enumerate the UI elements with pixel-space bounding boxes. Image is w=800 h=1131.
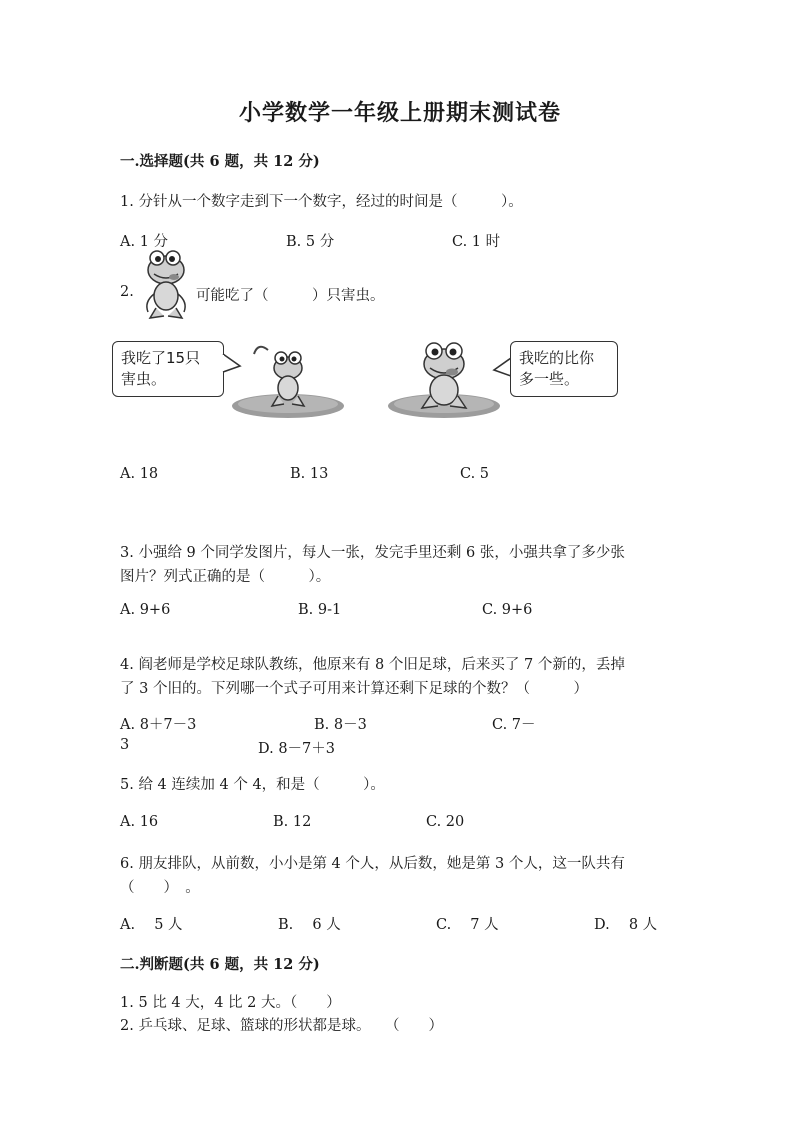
question-6-line1: 6. 朋友排队，从前数，小小是第 4 个人，从后数，她是第 3 个人，这一队共有 <box>120 856 625 872</box>
option-4c: C. 7－ <box>492 717 536 733</box>
option-4d: D. 8－7＋3 <box>258 741 336 757</box>
option-6d: D. 8 人 <box>594 917 658 933</box>
question-3-line2: 图片？列式正确的是（ ）。 <box>120 569 331 585</box>
question-5: 5. 给 4 连续加 4 个 4，和是（ ）。 <box>120 777 385 793</box>
question-1: 1. 分针从一个数字走到下一个数字，经过的时间是（ ）。 <box>120 194 523 210</box>
question-2-text: 可能吃了（ ）只害虫。 <box>196 288 385 304</box>
option-2c: C. 5 <box>460 466 490 482</box>
option-3c: C. 9+6 <box>482 602 533 618</box>
section-heading-judgement: 二.判断题(共 6 题，共 12 分) <box>120 956 320 973</box>
option-2b: B. 13 <box>290 466 329 482</box>
question-4-line2: 了 3 个旧的。下列哪一个式子可用来计算还剩下足球的个数？（ ） <box>120 681 588 697</box>
judgement-2: 2. 乒乓球、足球、篮球的形状都是球。 （ ） <box>120 1018 443 1034</box>
option-6c: C. 7 人 <box>436 917 499 933</box>
option-3b: B. 9-1 <box>298 602 342 618</box>
option-5a: A. 16 <box>120 814 159 830</box>
question-6-line2: （ ） 。 <box>120 880 200 896</box>
option-5c: C. 20 <box>426 814 465 830</box>
question-2-number: 2. <box>120 284 134 300</box>
option-4a: A. 8＋7－3 <box>120 717 197 733</box>
option-4c-continued: 3 <box>120 737 130 753</box>
bubble-right-line1: 我吃的比你 <box>519 349 595 367</box>
section-heading-choice: 一.选择题(共 6 题，共 12 分) <box>120 153 320 170</box>
option-2a: A. 18 <box>120 466 159 482</box>
bubble-right-line2: 多一些。 <box>519 370 580 388</box>
judgement-1: 1. 5 比 4 大，4 比 2 大。（ ） <box>120 995 341 1011</box>
frog-small-icon <box>138 248 194 320</box>
bubble-right-tail <box>490 352 512 382</box>
frog-left-icon <box>228 340 346 420</box>
option-4b: B. 8－3 <box>314 717 367 733</box>
option-6b: B. 6 人 <box>278 917 341 933</box>
speech-bubble-right <box>510 341 618 397</box>
question-3-line1: 3. 小强给 9 个同学发图片，每人一张，发完手里还剩 6 张，小强共拿了多少张 <box>120 545 625 561</box>
question-4-line1: 4. 阎老师是学校足球队教练，他原来有 8 个旧足球，后来买了 7 个新的，丢掉 <box>120 657 625 673</box>
option-5b: B. 12 <box>273 814 312 830</box>
option-1c: C. 1 时 <box>452 234 501 250</box>
option-3a: A. 9+6 <box>120 602 171 618</box>
speech-bubble-left <box>112 341 224 397</box>
page-title: 小学数学一年级上册期末测试卷 <box>238 100 561 126</box>
option-1b: B. 5 分 <box>286 234 335 250</box>
bubble-left-line2: 害虫。 <box>121 370 167 388</box>
bubble-left-line1: 我吃了15只 <box>121 349 201 367</box>
option-1a: A. 1 分 <box>120 234 169 250</box>
option-6a: A. 5 人 <box>120 917 183 933</box>
